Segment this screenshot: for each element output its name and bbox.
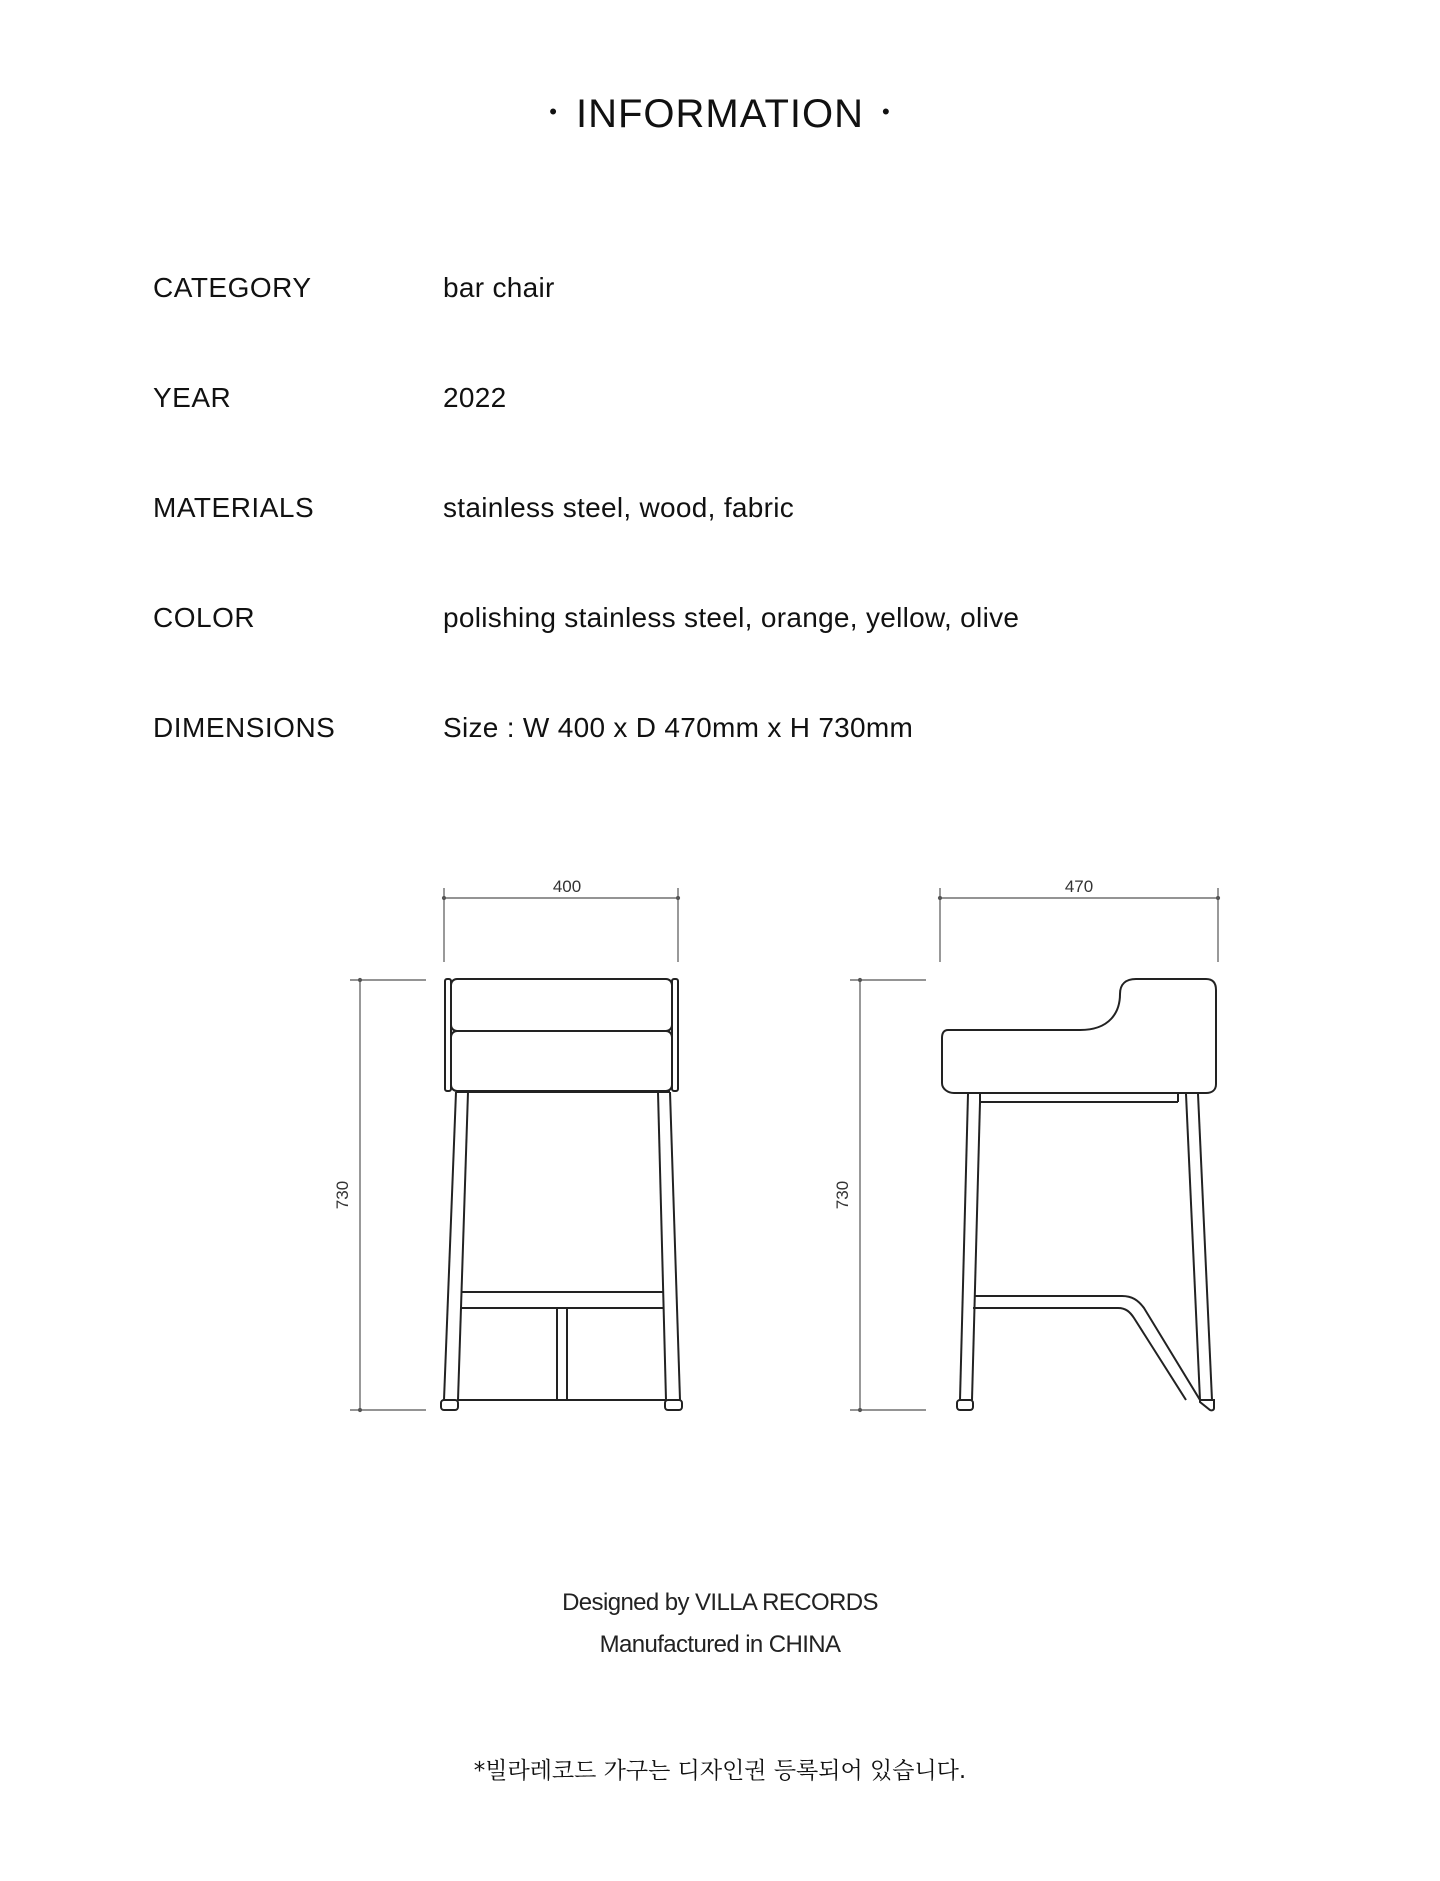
side-depth-label: 470 bbox=[1064, 877, 1094, 896]
spec-label: COLOR bbox=[153, 602, 256, 633]
side-height-label: 730 bbox=[833, 1180, 852, 1210]
section-title-text: INFORMATION bbox=[575, 92, 864, 136]
spec-value: Size : W 400 x D 470mm x H 730mm bbox=[443, 712, 914, 743]
bullet-left: • bbox=[549, 99, 558, 125]
front-height-label: 730 bbox=[333, 1180, 352, 1210]
front-width-dimension bbox=[443, 888, 680, 962]
design-rights-notice: *빌라레코드 가구는 디자인권 등록되어 있습니다. bbox=[473, 1758, 967, 1784]
front-width-label: 400 bbox=[552, 877, 582, 896]
credits bbox=[0, 1582, 1440, 1666]
spec-list bbox=[153, 272, 1303, 822]
designed-by: Designed by VILLA RECORDS bbox=[562, 1589, 878, 1616]
spec-row-year bbox=[153, 382, 1303, 492]
front-view bbox=[333, 877, 682, 1412]
side-height-dimension bbox=[850, 979, 926, 1412]
chair-technical-drawing bbox=[320, 862, 1240, 1422]
spec-value: 2022 bbox=[443, 382, 507, 413]
spec-label: CATEGORY bbox=[153, 272, 312, 303]
bullet-right: • bbox=[882, 99, 891, 125]
side-depth-dimension bbox=[939, 888, 1220, 962]
spec-row-category bbox=[153, 272, 1303, 382]
spec-row-dimensions bbox=[153, 712, 1303, 822]
spec-value: stainless steel, wood, fabric bbox=[443, 492, 795, 523]
spec-value: bar chair bbox=[443, 272, 555, 303]
front-height-dimension bbox=[350, 979, 426, 1412]
chair-drawing-svg bbox=[320, 862, 1240, 1422]
spec-row-materials bbox=[153, 492, 1303, 602]
spec-row-color bbox=[153, 602, 1303, 712]
spec-label: MATERIALS bbox=[153, 492, 315, 523]
side-view bbox=[833, 877, 1220, 1412]
manufactured-in: Manufactured in CHINA bbox=[599, 1631, 841, 1658]
spec-value: polishing stainless steel, orange, yellow, olive bbox=[443, 602, 1020, 633]
spec-label: YEAR bbox=[153, 382, 232, 413]
section-title bbox=[0, 92, 1440, 137]
spec-label: DIMENSIONS bbox=[153, 712, 336, 743]
